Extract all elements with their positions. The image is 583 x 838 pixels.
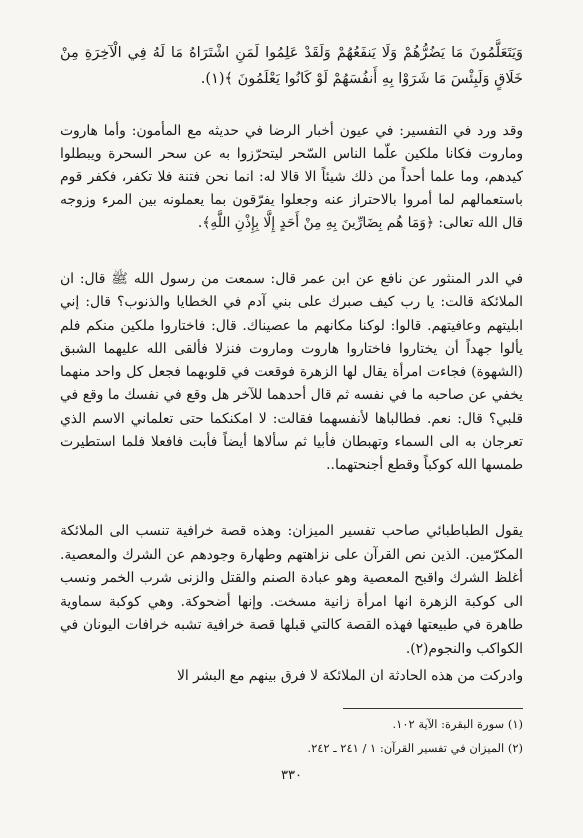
paragraph-text: وقد ورد في التفسير: في عيون أخبار الرضا في حديثه مع المأمون: وأما هاروت وماروت فكانا ملكين علّما الناس السّحر ليتحرّزوا به عن سحر السحرة ويبطلوا كيدهم، وما علما أحداً من ذلك شيئاً الا قالا له: انما نحن فتنة فلا تكفر، فكفر قوم باستعمالهم لما أمروا بالاحتراز عنه وجعلوا يفرّقون بما يعملونه بين المرء وزوجه قال الله تعالى: ﴿وَمَا هُم بِضَارِّينَ بِهِ مِنْ أَحَدٍ إِلَّا بِإِذْنِ اللَّهِ﴾. [60, 123, 523, 231]
footnote-2: (٢) الميزان في تفسير القرآن: ١ / ٢٤١ ـ ٢٤٢. [307, 741, 523, 755]
footnotes [60, 712, 523, 760]
paragraph-text: وادركت من هذه الحادثة ان الملائكة لا فرق بينهم مع البشر الا [177, 668, 523, 684]
page-number: ٣٣٠ [281, 768, 302, 783]
quran-verse: وَيَتَعَلَّمُونَ مَا يَضُرُّهُمْ وَلَا يَنفَعُهُمْ وَلَقَدْ عَلِمُوا لَمَنِ اشْتَرَاهُ مَا لَهُ فِي الْآخِرَةِ مِنْ خَلَاقٍ وَلَبِئْسَ مَا شَرَوْا بِهِ أَنفُسَهُمْ لَوْ كَانُوا يَعْلَمُونَ ﴾(١). [60, 45, 523, 87]
paragraph-conclusion [60, 665, 523, 688]
paragraph-text: يقول الطباطبائي صاحب تفسير الميزان: وهذه قصة خرافية تنسب الى الملائكة المكرّمين. الذين نص القرآن على نزاهتهم وطهارة وجودهم عن الشرك والمعصية. أغلظ الشرك واقبح المعصية وهو عبادة الصنم والقتل والزنى شرب الخمر ونسب الى كوكبة الزهرة انها امرأة زانية مسخت. وإنها أضحوكة. وهي كوكبة سماوية طاهرة في طبيعتها فهذه القصة كالتي قبلها قصة خرافية تشبه خرافات اليونان في الكواكب والنجوم(٢). [60, 523, 523, 657]
footnote-1: (١) سورة البقرة: الآية ١٠٢. [392, 717, 523, 731]
paragraph-text: في الدر المنثور عن نافع عن ابن عمر قال: سمعت من رسول الله ﷺ قال: ان الملائكة قالت: يا رب كيف صبرك على بني آدم في الخطايا والذنوب؟ قال: إني ابليتهم وعافيتهم. قالوا: لوكنا مكانهم ما عصيناك. قال: فاختاروا ملكين منكم فلم يألوا جهداً أن يختاروا فاختاروا هاروت وماروت فنزلا فألقى الله عليهما الشبق (الشهوة) فجاءت امرأة يقال لها الزهرة فوقعت في قلوبهما فجعل كل واحد منهما يخفي عن صاحبه ما في نفسه ثم قال أحدهما للآخر هل وقع في نفسك ما وقع في قلبي؟ قال: نعم. فطالباها لأنفسهما فقالت: لا امكنكما حتى تعلماني الاسم الذي تعرجان به الى السماء وتهبطان فأبيا ثم سألاها أيضاً فأبت فافعلا فلما استطيرت طمسها الله كوكباً وقطع أجنحتهما.. [60, 271, 523, 474]
paragraph-durr-manthur [60, 268, 523, 478]
paragraph-tafsir-rida [60, 120, 523, 235]
paragraph-tabatabai [60, 520, 523, 661]
footnote-divider [343, 708, 523, 709]
